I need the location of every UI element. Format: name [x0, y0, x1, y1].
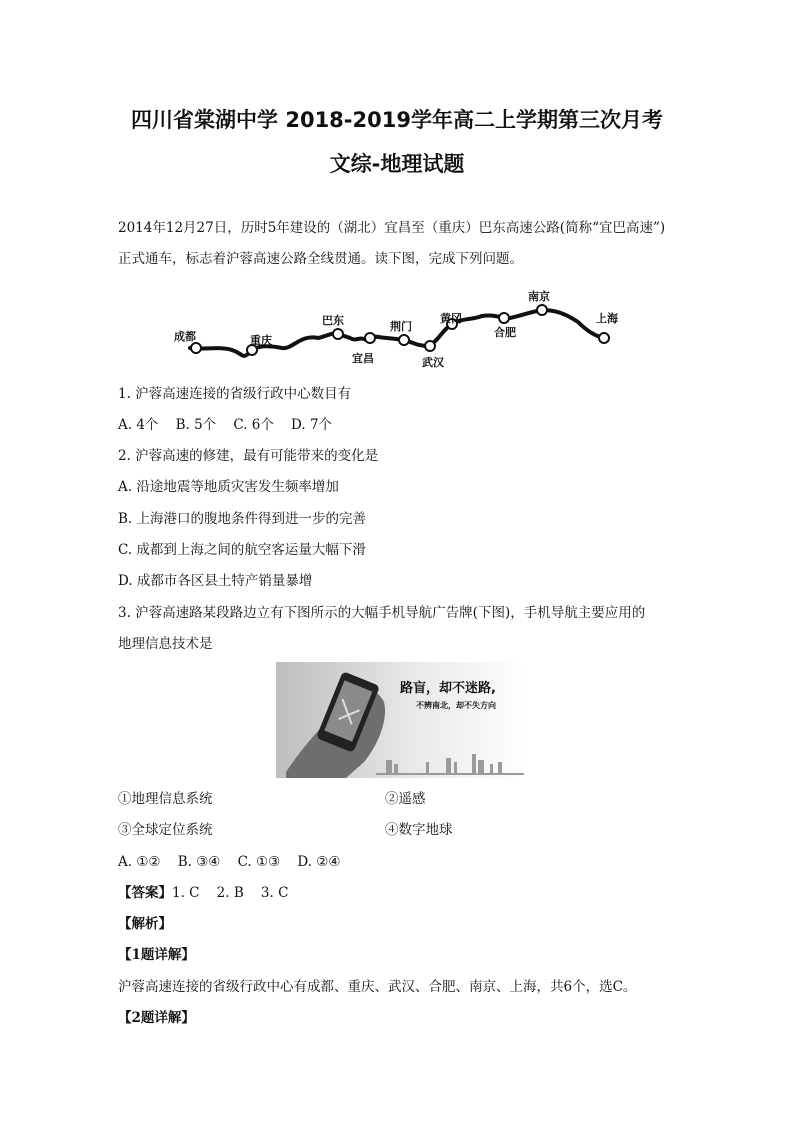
question-3-stem-line-2: 地理信息技术是 — [118, 636, 213, 652]
city-label: 武汉 — [422, 356, 444, 369]
question-2-stem: 2. 沪蓉高速的修建，最有可能带来的变化是 — [118, 448, 379, 464]
city-marker-jingmen — [399, 335, 409, 345]
city-marker-yichang — [365, 333, 375, 343]
city-label: 黄冈 — [440, 312, 462, 325]
city-label: 荆门 — [390, 320, 412, 333]
question-1-options: A. 4个 B. 5个 C. 6个 D. 7个 — [118, 417, 333, 433]
analysis-label: 【解析】 — [118, 916, 172, 932]
intro-paragraph: 2014年12月27日，历时5年建设的（湖北）宜昌至（重庆）巴东高速公路(简称“宜巴高速”)正式通车，标志着沪蓉高速公路全线贯通。读下图，完成下列问题。 — [118, 220, 666, 267]
city-label: 南京 — [528, 290, 550, 303]
ad-slogan: 路盲，却不迷路, — [400, 681, 496, 696]
navigation-ad-image — [276, 662, 524, 778]
question-3-item-1: ①地理信息系统 — [118, 791, 213, 807]
answer-label: 【答案】 — [118, 885, 172, 901]
highway-route-map — [160, 284, 630, 374]
answer-text: 1. C 2. B 3. C — [172, 885, 289, 901]
city-label: 宜昌 — [352, 352, 374, 365]
city-label: 重庆 — [250, 334, 272, 347]
question-3-item-2: ②遥感 — [385, 791, 426, 807]
city-marker-wuhan — [425, 341, 435, 351]
title-line-2: 文综-地理试题 — [329, 152, 465, 176]
city-marker-chengdu — [191, 343, 201, 353]
question-3-item-3: ③全球定位系统 — [118, 822, 213, 838]
detail-1-text: 沪蓉高速连接的省级行政中心有成都、重庆、武汉、合肥、南京、上海，共6个，选C。 — [118, 979, 637, 995]
city-label: 合肥 — [494, 326, 516, 339]
city-label: 巴东 — [322, 314, 344, 327]
detail-2-label: 【2题详解】 — [118, 1010, 195, 1026]
question-2-option-b: B. 上海港口的腹地条件得到进一步的完善 — [118, 511, 367, 527]
ad-subtitle: 不辨南北，却不失方向 — [416, 701, 496, 710]
city-label: 成都 — [174, 330, 196, 343]
city-marker-badong — [333, 329, 343, 339]
question-3-stem-line-1: 3. 沪蓉高速路某段路边立有下图所示的大幅手机导航广告牌(下图)，手机导航主要应用的 — [118, 605, 646, 621]
city-label: 上海 — [596, 312, 618, 325]
question-2-option-d: D. 成都市各区县土特产销量暴增 — [118, 573, 313, 589]
title-line-1: 四川省棠湖中学 2018-2019学年高二上学期第三次月考 — [131, 108, 663, 132]
city-marker-hefei — [499, 313, 509, 323]
city-marker-nanjing — [537, 305, 547, 315]
detail-1-label: 【1题详解】 — [118, 947, 195, 963]
city-marker-shanghai — [599, 333, 609, 343]
question-3-options: A. ①② B. ③④ C. ①③ D. ②④ — [118, 854, 341, 870]
answer-line — [118, 883, 288, 903]
question-3-item-4: ④数字地球 — [385, 822, 453, 838]
question-2-option-a: A. 沿途地震等地质灾害发生频率增加 — [118, 479, 339, 495]
question-1-stem: 1. 沪蓉高速连接的省级行政中心数目有 — [118, 386, 352, 402]
question-2-option-c: C. 成都到上海之间的航空客运量大幅下滑 — [118, 542, 366, 558]
